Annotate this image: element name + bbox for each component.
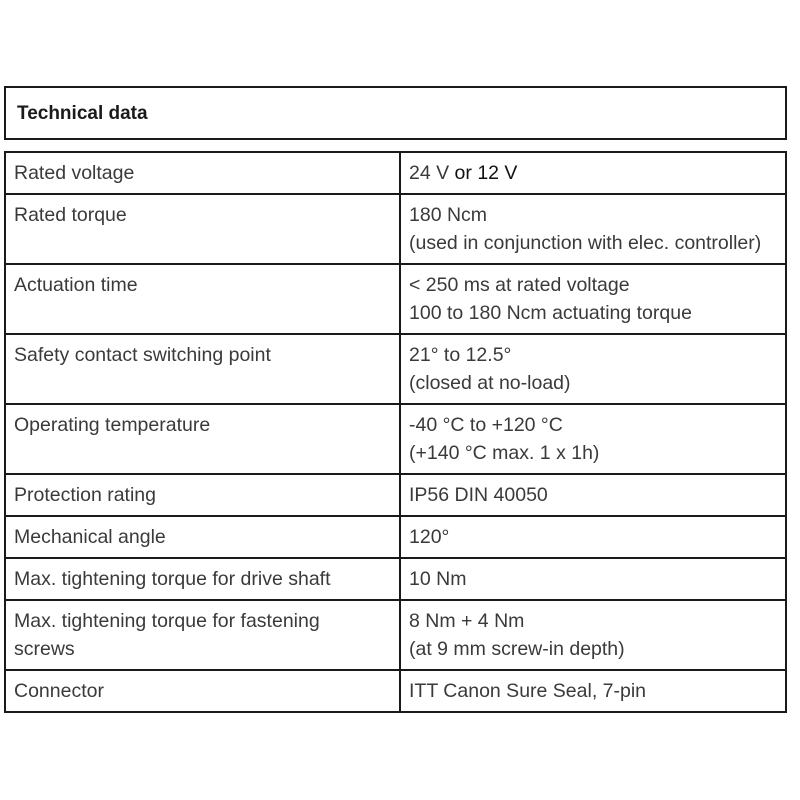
table-row [5, 558, 786, 600]
value-line: < 250 ms at rated voltage [409, 274, 630, 296]
row-label: Mechanical angle [5, 516, 400, 558]
row-label: Protection rating [5, 474, 400, 516]
value-line: -40 °C to +120 °C [409, 414, 563, 436]
value-line: (at 9 mm screw-in depth) [409, 638, 625, 660]
table-row [5, 670, 786, 712]
row-value [400, 404, 786, 474]
row-value [400, 334, 786, 404]
value-line: ITT Canon Sure Seal, 7-pin [409, 680, 647, 702]
table-row [5, 474, 786, 516]
value-line: 120° [409, 526, 450, 548]
row-label: Operating temperature [5, 404, 400, 474]
table-row [5, 516, 786, 558]
label-line: Max. tightening torque for fastening [14, 610, 320, 632]
row-value [400, 600, 786, 670]
row-label: Max. tightening torque for drive shaft [5, 558, 400, 600]
row-value [400, 558, 786, 600]
table-row [5, 152, 786, 194]
row-value [400, 194, 786, 264]
value-line: (closed at no-load) [409, 372, 571, 394]
value-part: 12 V [477, 162, 518, 184]
value-line: 100 to 180 Ncm actuating torque [409, 302, 692, 324]
technical-data-header [4, 86, 787, 140]
table-row [5, 194, 786, 264]
value-line: 10 Nm [409, 568, 467, 590]
row-label: Safety contact switching point [5, 334, 400, 404]
row-value [400, 670, 786, 712]
technical-data-table [4, 151, 787, 713]
page-title: Technical data [17, 103, 148, 124]
row-label: Rated torque [5, 194, 400, 264]
value-line: (+140 °C max. 1 x 1h) [409, 442, 600, 464]
value-line: (used in conjunction with elec. controller) [409, 232, 762, 254]
row-label: Actuation time [5, 264, 400, 334]
row-value [400, 264, 786, 334]
row-label [5, 600, 400, 670]
row-value [400, 474, 786, 516]
table-row [5, 404, 786, 474]
row-value [400, 152, 786, 194]
value-line: IP56 DIN 40050 [409, 484, 548, 506]
table-row [5, 600, 786, 670]
value-part: or [449, 162, 478, 184]
value-part: 24 V [409, 162, 450, 184]
row-value [400, 516, 786, 558]
row-label: Connector [5, 670, 400, 712]
value-line: 180 Ncm [409, 204, 488, 226]
value-line: 8 Nm + 4 Nm [409, 610, 525, 632]
table-row [5, 334, 786, 404]
value-line: 21° to 12.5° [409, 344, 512, 366]
table-row [5, 264, 786, 334]
row-label: Rated voltage [5, 152, 400, 194]
label-line: screws [14, 638, 75, 660]
